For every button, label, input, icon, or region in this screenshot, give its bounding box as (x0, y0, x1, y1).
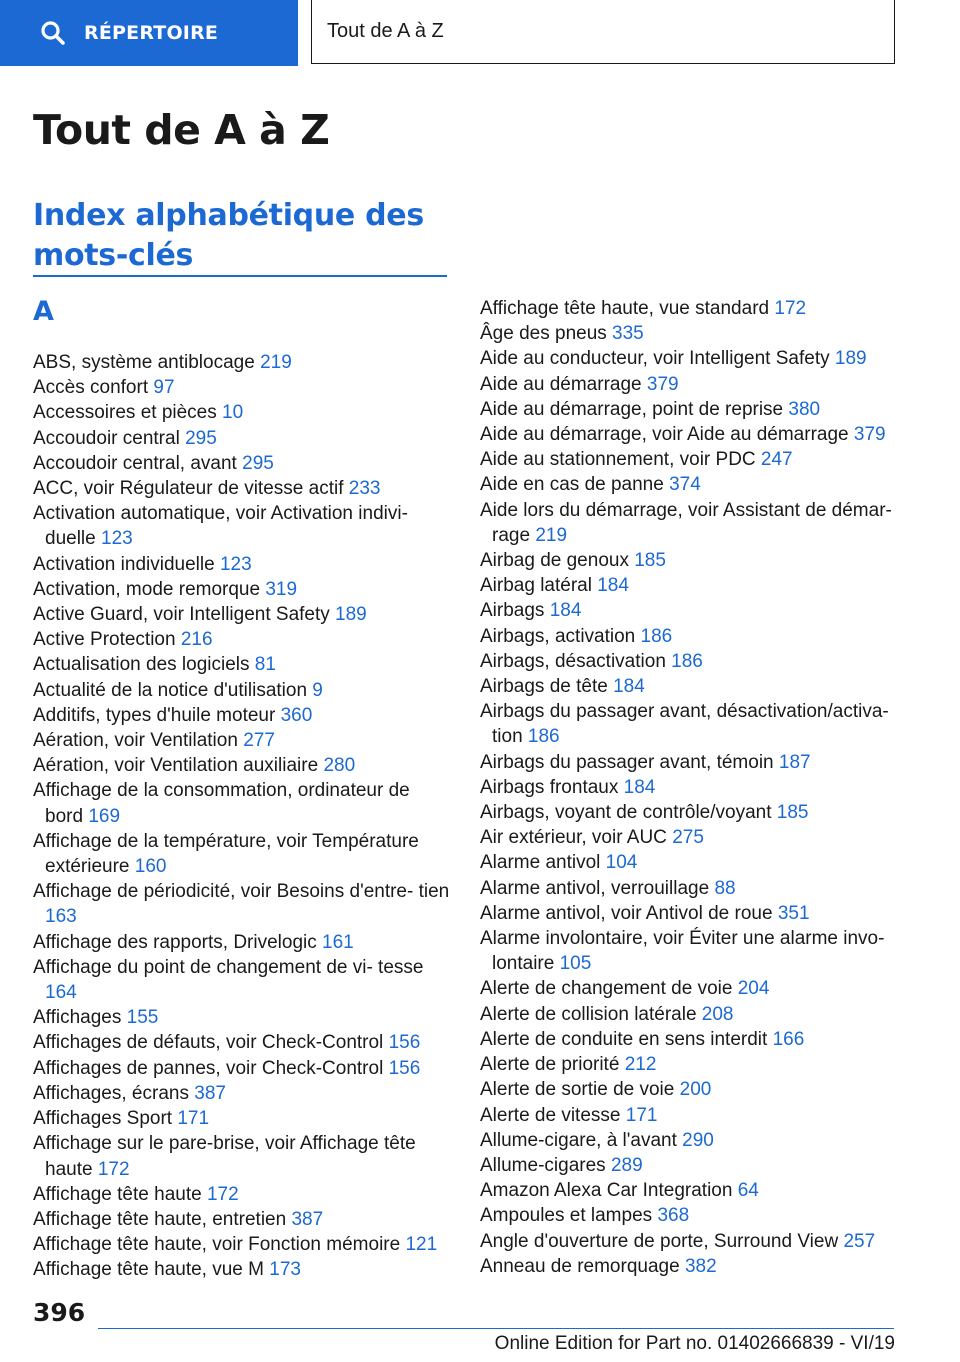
index-entry[interactable] (480, 498, 900, 548)
index-term: Âge des pneus (480, 323, 607, 345)
index-term: Affichages de défauts, voir Check-Control (33, 1032, 384, 1054)
index-entry[interactable] (480, 321, 900, 346)
index-term: Actualité de la notice d'utilisation (33, 679, 308, 701)
edition-footer: Online Edition for Part no. 01402666839 - VI/19 (307, 1333, 895, 1357)
page-reference-link[interactable]: 186 (671, 650, 703, 672)
index-entry[interactable] (480, 1254, 900, 1279)
index-term: Airbags, activation (480, 625, 636, 647)
index-term: Aide au conducteur, voir Intelligent Safety (480, 348, 830, 370)
index-entry[interactable] (33, 829, 453, 879)
page-reference-link[interactable]: 335 (612, 323, 644, 345)
page-reference-link[interactable]: 161 (322, 931, 354, 953)
page-reference-link[interactable]: 387 (194, 1082, 226, 1104)
page-reference-link[interactable]: 184 (623, 776, 656, 798)
page-reference-link[interactable]: 185 (776, 802, 809, 824)
page-reference-link[interactable]: 10 (222, 402, 244, 424)
footer-divider (98, 1328, 894, 1329)
index-term: ACC, voir Régulateur de vitesse actif (33, 478, 344, 500)
index-entry[interactable] (480, 346, 900, 371)
index-term: Affichage tête haute (33, 1183, 202, 1205)
index-entry[interactable] (480, 1052, 900, 1077)
page-reference-link[interactable]: 382 (684, 1255, 717, 1277)
page-reference-link[interactable]: 257 (843, 1230, 876, 1252)
page-reference-link[interactable]: 172 (206, 1183, 239, 1205)
index-term: Anneau de remorquage (480, 1255, 680, 1277)
index-term: Aide au démarrage, voir Aide au démarrage (480, 424, 849, 446)
index-term: Aide en cas de panne (480, 474, 664, 496)
page-reference-link[interactable]: 295 (242, 452, 274, 474)
page-reference-link[interactable]: 184 (613, 676, 645, 698)
index-term: Angle d'ouverture de porte, Surround View (480, 1230, 839, 1252)
index-term: Alerte de priorité (480, 1054, 620, 1076)
index-entry[interactable] (480, 624, 900, 649)
page-reference-link[interactable]: 374 (669, 474, 701, 496)
page-reference-link[interactable]: 360 (280, 704, 313, 726)
page-reference-link[interactable]: 290 (682, 1129, 714, 1151)
index-entry[interactable] (480, 1153, 900, 1178)
index-term: Affichage tête haute, vue M (33, 1259, 264, 1281)
index-entry[interactable] (480, 1128, 900, 1153)
index-term: Aide au démarrage (480, 373, 642, 395)
index-term: Airbags du passager avant, témoin (480, 751, 774, 773)
index-term: Affichage du point de changement de vi‐ tesse (33, 956, 424, 978)
index-entry[interactable] (33, 1081, 453, 1106)
index-term: Affichages, écrans (33, 1082, 189, 1104)
index-term: Alerte de sortie de voie (480, 1079, 675, 1101)
index-entry[interactable] (33, 955, 453, 1005)
index-term: Allume-cigares (480, 1154, 606, 1176)
index-term: Alarme involontaire, voir Éviter une alarme invo‐ lontaire (480, 928, 885, 975)
page-reference-link[interactable]: 186 (640, 625, 673, 647)
index-term: Aide lors du démarrage, voir Assistant de démar‐ rage (480, 499, 892, 546)
page-reference-link[interactable]: 171 (177, 1108, 210, 1130)
index-term: Affichages (33, 1007, 122, 1029)
index-term: Activation automatique, voir Activation indivi‐ duelle (33, 503, 408, 550)
index-term: Airbag latéral (480, 575, 592, 597)
index-entry[interactable] (33, 426, 453, 451)
breadcrumb[interactable]: Tout de A à Z (311, 0, 895, 64)
index-entry[interactable] (480, 976, 900, 1001)
section-title: Index alphabétique des mots-clés (33, 198, 424, 273)
index-term: Aération, voir Ventilation (33, 730, 238, 752)
index-entry[interactable] (480, 573, 900, 598)
index-term: Affichage des rapports, Drivelogic (33, 931, 317, 953)
index-term: Accès confort (33, 377, 149, 399)
index-entry[interactable] (480, 1103, 900, 1128)
page-reference-link[interactable]: 172 (97, 1158, 130, 1180)
page-reference-link[interactable]: 163 (45, 906, 77, 928)
page-reference-link[interactable]: 189 (335, 604, 367, 626)
page-reference-link[interactable]: 187 (778, 751, 811, 773)
index-term: Aide au stationnement, voir PDC (480, 449, 756, 471)
index-entry[interactable] (33, 627, 453, 652)
index-term: Aide au démarrage, point de reprise (480, 398, 784, 420)
index-term: Affichage de périodicité, voir Besoins d'entre‐ tien (33, 881, 450, 903)
index-entry[interactable] (33, 1106, 453, 1131)
page-reference-link[interactable]: 280 (323, 755, 356, 777)
page-reference-link[interactable]: 379 (646, 373, 679, 395)
page-reference-link[interactable]: 208 (701, 1003, 734, 1025)
page-title: Tout de A à Z (33, 106, 330, 154)
page-reference-link[interactable]: 189 (834, 348, 867, 370)
index-term: Alarme antivol, voir Antivol de roue (480, 902, 773, 924)
index-term: Accoudoir central (33, 427, 180, 449)
index-entry[interactable] (480, 850, 900, 875)
index-entry[interactable] (480, 1077, 900, 1102)
page-reference-link[interactable]: 171 (625, 1104, 658, 1126)
index-term: Affichage tête haute, vue standard (480, 298, 770, 319)
index-entry[interactable] (33, 552, 453, 577)
page-reference-link[interactable]: 319 (265, 578, 298, 600)
index-entry[interactable] (480, 800, 900, 825)
index-entry[interactable] (33, 678, 453, 703)
index-entry[interactable] (33, 602, 453, 627)
index-entry[interactable] (33, 400, 453, 425)
index-term: Allume-cigare, à l'avant (480, 1129, 677, 1151)
index-term: Affichage de la consommation, ordinateur de bord (33, 780, 410, 827)
page-reference-link[interactable]: 169 (88, 805, 121, 827)
index-term: Affichages de pannes, voir Check-Control (33, 1057, 384, 1079)
index-term: Airbags du passager avant, désactivation/activa‐ tion (480, 701, 889, 748)
index-term: Airbags, voyant de contrôle/voyant (480, 802, 772, 824)
page-reference-link[interactable]: 275 (672, 827, 704, 849)
index-entry[interactable] (480, 372, 900, 397)
page-reference-link[interactable]: 121 (405, 1234, 438, 1256)
index-term: Affichages Sport (33, 1108, 173, 1130)
index-entry[interactable] (480, 674, 900, 699)
index-column-right (480, 296, 900, 1279)
index-term: Airbags de tête (480, 676, 608, 698)
index-entry[interactable] (33, 476, 453, 501)
page-reference-link[interactable]: 173 (269, 1259, 301, 1281)
index-entry[interactable] (480, 296, 900, 321)
index-entry[interactable] (33, 501, 453, 551)
index-column-left (33, 350, 453, 1283)
page-reference-link[interactable]: 105 (559, 953, 592, 975)
page-reference-link[interactable]: 219 (535, 524, 568, 546)
index-entry[interactable] (480, 598, 900, 623)
page-reference-link[interactable]: 216 (180, 629, 213, 651)
page-reference-link[interactable]: 88 (714, 877, 736, 899)
page-reference-link[interactable]: 379 (853, 424, 886, 446)
index-entry[interactable] (480, 926, 900, 976)
index-entry[interactable] (33, 930, 453, 955)
index-entry[interactable] (33, 1005, 453, 1030)
page-reference-link[interactable]: 380 (788, 398, 821, 420)
page-reference-link[interactable]: 387 (291, 1208, 324, 1230)
index-term: ABS, système antiblocage (33, 352, 255, 373)
page-reference-link[interactable]: 166 (772, 1028, 805, 1050)
index-term: Alerte de collision latérale (480, 1003, 697, 1025)
index-entry[interactable] (33, 778, 453, 828)
page-reference-link[interactable]: 295 (185, 427, 217, 449)
index-entry[interactable] (480, 750, 900, 775)
index-entry[interactable] (480, 548, 900, 573)
index-term: Air extérieur, voir AUC (480, 827, 667, 849)
index-entry[interactable] (480, 1002, 900, 1027)
page-reference-link[interactable]: 200 (679, 1079, 712, 1101)
page-reference-link[interactable]: 164 (45, 982, 77, 1004)
directory-button[interactable] (0, 0, 298, 66)
top-navigation-bar (0, 0, 960, 66)
directory-label: RÉPERTOIRE (84, 22, 219, 44)
index-entry[interactable] (480, 422, 900, 447)
index-entry[interactable] (480, 1229, 900, 1254)
index-term: Airbags (480, 600, 545, 622)
index-entry[interactable] (33, 1257, 453, 1282)
page-reference-link[interactable]: 184 (597, 575, 629, 597)
index-entry[interactable] (33, 1056, 453, 1081)
index-entry[interactable] (33, 577, 453, 602)
index-term: Amazon Alexa Car Integration (480, 1180, 733, 1202)
index-term: Active Guard, voir Intelligent Safety (33, 604, 330, 626)
index-term: Alerte de vitesse (480, 1104, 621, 1126)
page-reference-link[interactable]: 9 (312, 679, 323, 701)
page-reference-link[interactable]: 172 (774, 298, 807, 319)
search-icon (40, 19, 68, 47)
page-reference-link[interactable]: 204 (737, 978, 770, 1000)
page-reference-link[interactable]: 219 (260, 352, 292, 373)
index-entry[interactable] (33, 350, 453, 375)
index-term: Alarme antivol (480, 852, 601, 874)
page-reference-link[interactable]: 185 (634, 550, 666, 572)
index-entry[interactable] (480, 1178, 900, 1203)
index-entry[interactable] (33, 1030, 453, 1055)
index-entry[interactable] (480, 825, 900, 850)
page-reference-link[interactable]: 233 (348, 478, 381, 500)
index-entry[interactable] (33, 1182, 453, 1207)
index-entry[interactable] (33, 1207, 453, 1232)
index-entry[interactable] (480, 876, 900, 901)
index-term: Affichage tête haute, entretien (33, 1208, 287, 1230)
page-reference-link[interactable]: 81 (254, 654, 276, 676)
index-term: Alarme antivol, verrouillage (480, 877, 710, 899)
index-term: Ampoules et lampes (480, 1205, 653, 1227)
index-entry[interactable] (480, 649, 900, 674)
index-term: Accoudoir central, avant (33, 452, 237, 474)
index-entry[interactable] (480, 699, 900, 749)
page-reference-link[interactable]: 104 (605, 852, 638, 874)
page-reference-link[interactable]: 156 (388, 1032, 421, 1054)
index-term: Affichage de la température, voir Température extérieure (33, 830, 419, 878)
page-reference-link[interactable]: 64 (737, 1180, 759, 1202)
page-reference-link[interactable]: 289 (610, 1154, 643, 1176)
index-letter-heading: A (33, 296, 54, 327)
index-term: Additifs, types d'huile moteur (33, 704, 276, 726)
page-reference-link[interactable]: 156 (388, 1057, 421, 1079)
page-reference-link[interactable]: 160 (134, 856, 167, 878)
index-entry[interactable] (33, 1131, 453, 1181)
index-entry[interactable] (480, 1027, 900, 1052)
index-entry[interactable] (480, 447, 900, 472)
index-entry[interactable] (33, 1232, 453, 1257)
index-term: Airbags, désactivation (480, 650, 666, 672)
index-term: Alerte de changement de voie (480, 978, 733, 1000)
index-entry[interactable] (480, 1203, 900, 1228)
index-term: Actualisation des logiciels (33, 654, 250, 676)
index-entry[interactable] (33, 703, 453, 728)
index-entry[interactable] (480, 397, 900, 422)
index-entry[interactable] (480, 775, 900, 800)
page-reference-link[interactable]: 155 (126, 1007, 159, 1029)
page-reference-link[interactable]: 186 (527, 726, 560, 748)
index-entry[interactable] (480, 901, 900, 926)
page-number: 396 (33, 1298, 86, 1327)
index-term: Aération, voir Ventilation auxiliaire (33, 755, 319, 777)
index-term: Affichage sur le pare-brise, voir Affichage tête haute (33, 1133, 416, 1180)
page-reference-link[interactable]: 351 (777, 902, 810, 924)
index-term: Airbag de genoux (480, 550, 629, 572)
page-reference-link[interactable]: 277 (243, 730, 275, 752)
index-entry[interactable] (33, 753, 453, 778)
page-reference-link[interactable]: 247 (760, 449, 793, 471)
page-reference-link[interactable]: 123 (219, 553, 252, 575)
index-term: Activation individuelle (33, 553, 215, 575)
page-reference-link[interactable]: 123 (101, 528, 133, 550)
index-term: Active Protection (33, 629, 176, 651)
page-reference-link[interactable]: 212 (624, 1054, 657, 1076)
index-entry[interactable] (33, 451, 453, 476)
index-entry[interactable] (33, 375, 453, 400)
page-reference-link[interactable]: 97 (153, 377, 175, 399)
index-term: Airbags frontaux (480, 776, 619, 798)
page-reference-link[interactable]: 184 (549, 600, 582, 622)
index-term: Activation, mode remorque (33, 578, 261, 600)
index-entry[interactable] (33, 652, 453, 677)
index-entry[interactable] (33, 879, 453, 929)
index-entry[interactable] (33, 728, 453, 753)
section-divider (33, 275, 447, 277)
index-term: Accessoires et pièces (33, 402, 217, 424)
index-entry[interactable] (480, 472, 900, 497)
index-term: Alerte de conduite en sens interdit (480, 1028, 768, 1050)
index-term: Affichage tête haute, voir Fonction mémoire (33, 1234, 401, 1256)
page-reference-link[interactable]: 368 (657, 1205, 690, 1227)
